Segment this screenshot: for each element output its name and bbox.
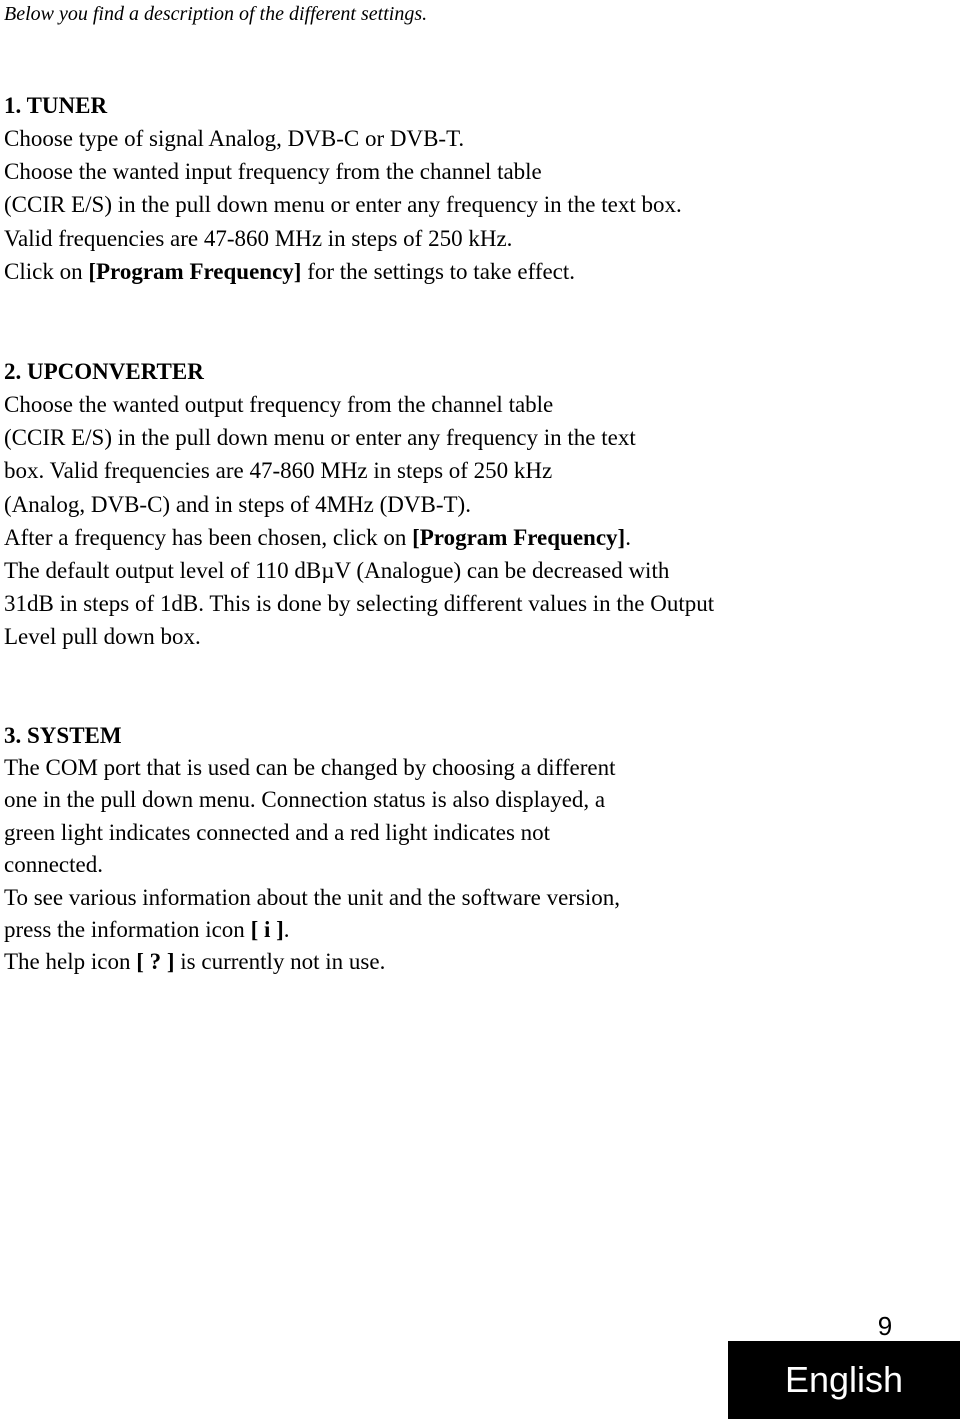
help-icon-ref: [ ? ] xyxy=(136,949,175,975)
section-heading-upconverter: 2. UPCONVERTER xyxy=(4,359,204,384)
system-line-7-before: The help icon xyxy=(4,949,137,975)
system-line-2: one in the pull down menu. Connection status is also displayed, a xyxy=(4,787,606,813)
page-number: 9 xyxy=(877,1311,893,1341)
program-frequency-ref: [Program Frequency] xyxy=(412,524,626,550)
system-line-5: To see various information about the unit and the software version, xyxy=(4,884,621,910)
section-system xyxy=(4,719,944,979)
tuner-line-5-after: for the settings to take effect. xyxy=(301,258,576,284)
upconverter-line-7: 31dB in steps of 1dB. This is done by selecting different values in the Output xyxy=(4,591,715,617)
system-line-6-before: press the information icon xyxy=(4,917,251,943)
upconverter-line-2: (CCIR E/S) in the pull down menu or enter any frequency in the text xyxy=(4,425,636,451)
system-line-7-after: is currently not in use. xyxy=(174,949,386,975)
upconverter-line-5-before: After a frequency has been chosen, click on xyxy=(4,524,413,550)
intro-text: Below you find a description of the different settings. xyxy=(4,3,428,25)
upconverter-line-6: The default output level of 110 dBµV (Analogue) can be decreased with xyxy=(4,558,670,584)
tuner-line-5-before: Click on xyxy=(4,258,89,284)
upconverter-line-8: Level pull down box. xyxy=(4,624,201,650)
upconverter-line-3: box. Valid frequencies are 47-860 MHz in steps of 250 kHz xyxy=(4,458,553,484)
section-heading-system: 3. SYSTEM xyxy=(4,723,122,748)
upconverter-line-5 xyxy=(4,521,944,554)
system-line-6-after: . xyxy=(283,917,290,943)
tuner-line-3: (CCIR E/S) in the pull down menu or enter any frequency in the text box. xyxy=(4,192,682,218)
section-heading-tuner: 1. TUNER xyxy=(4,93,108,118)
section-upconverter xyxy=(4,355,944,654)
section-tuner xyxy=(4,89,944,288)
tuner-line-5 xyxy=(4,255,944,288)
system-line-7 xyxy=(4,946,944,978)
language-tab: English xyxy=(728,1341,960,1419)
upconverter-line-1: Choose the wanted output frequency from the channel table xyxy=(4,392,554,417)
program-frequency-ref: [Program Frequency] xyxy=(88,258,302,284)
system-line-4: connected. xyxy=(4,852,103,878)
upconverter-line-4: (Analog, DVB-C) and in steps of 4MHz (DVB-T). xyxy=(4,491,471,517)
info-icon-ref: [ i ] xyxy=(250,917,284,943)
system-line-3: green light indicates connected and a red light indicates not xyxy=(4,819,551,845)
system-line-1: The COM port that is used can be changed by choosing a different xyxy=(4,755,616,780)
tuner-line-1: Choose type of signal Analog, DVB-C or DVB-T. xyxy=(4,126,465,151)
tuner-line-2: Choose the wanted input frequency from the channel table xyxy=(4,159,542,185)
tuner-line-4: Valid frequencies are 47-860 MHz in steps of 250 kHz. xyxy=(4,225,513,251)
upconverter-line-5-after: . xyxy=(625,524,631,550)
system-line-6 xyxy=(4,914,944,946)
